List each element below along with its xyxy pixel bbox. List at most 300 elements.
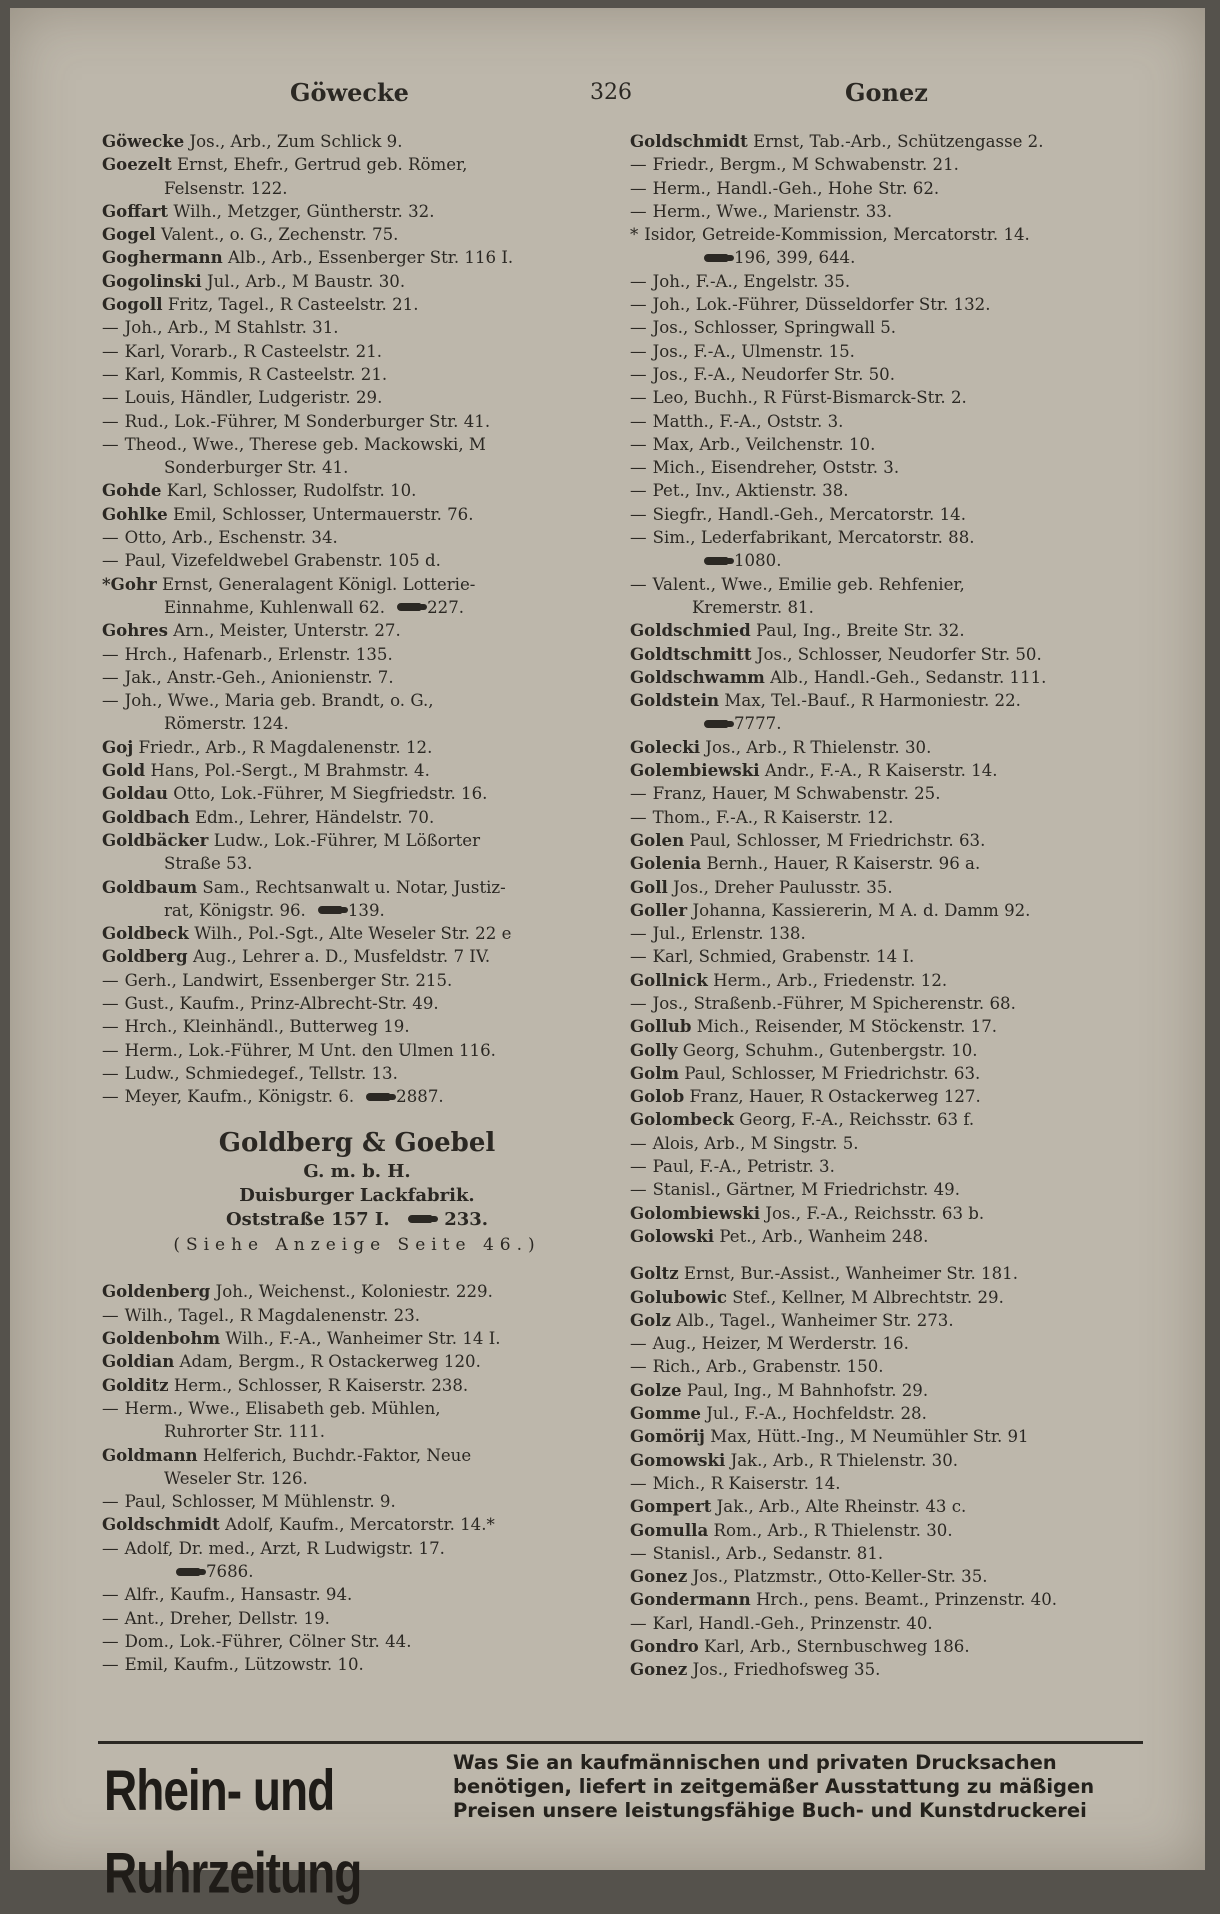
entry-surname: Goldenberg: [102, 1281, 211, 1302]
entry-surname: Golm: [630, 1062, 680, 1083]
entry-repeat-dash: —: [630, 1473, 647, 1493]
directory-entry: [102, 433, 612, 456]
directory-entry: [102, 852, 612, 875]
goldberg-goebel-advert: [102, 1126, 612, 1258]
right-entry-list: [630, 130, 1160, 1682]
entry-surname: Gold: [102, 760, 146, 781]
directory-entry: [630, 1262, 1160, 1285]
directory-entry: [102, 1444, 612, 1467]
banner-divider: [98, 1741, 1143, 1744]
directory-entry: [102, 922, 612, 945]
entry-details: Alois, Arb., M Singstr. 5.: [652, 1133, 859, 1153]
directory-entry: [630, 1635, 1160, 1658]
directory-entry: [102, 782, 612, 805]
entry-details: Helferich, Buchdr.-Faktor, Neue: [202, 1445, 472, 1465]
directory-entry: [630, 945, 1160, 968]
entry-repeat-dash: —: [630, 411, 647, 431]
page-number: 326: [590, 80, 632, 105]
entry-details: Paul, F.-A., Petristr. 3.: [652, 1157, 835, 1177]
directory-entry: [630, 876, 1160, 899]
directory-entry: [102, 945, 612, 968]
entry-details: Franz, Hauer, R Ostackerweg 127.: [689, 1087, 981, 1107]
entry-repeat-dash: —: [102, 1631, 119, 1651]
advert-business: Duisburger Lackfabrik.: [239, 1185, 475, 1207]
entry-details: Friedr., Arb., R Magdalenenstr. 12.: [138, 737, 433, 757]
directory-entry: [102, 1039, 612, 1062]
entry-details: Jos., Arb., R Thielenstr. 30.: [705, 737, 932, 757]
directory-entry: [630, 736, 1160, 759]
header-left-keyword: Göwecke: [290, 78, 409, 107]
entry-repeat-dash: —: [630, 574, 647, 594]
entry-details: Jak., Arb., Alte Rheinstr. 43 c.: [716, 1497, 967, 1517]
entry-details: Arn., Meister, Unterstr. 27.: [173, 621, 401, 641]
directory-entry: [102, 340, 612, 363]
entry-surname: Goldtschmitt: [630, 643, 752, 664]
entry-repeat-dash: —: [102, 993, 119, 1013]
directory-entry: [102, 969, 612, 992]
directory-entry: [102, 1607, 612, 1630]
entry-repeat-dash: —: [630, 1543, 647, 1563]
entry-surname: Goldian: [102, 1351, 175, 1372]
directory-entry: [102, 153, 612, 176]
directory-entry: [102, 1420, 612, 1443]
entry-phone-number: 139.: [347, 900, 385, 920]
entry-repeat-dash: —: [630, 481, 647, 501]
entry-details: Herm., Handl.-Geh., Hohe Str. 62.: [652, 178, 940, 198]
entry-details: Adolf, Kaufm., Mercatorstr. 14.*: [225, 1515, 495, 1535]
entry-details: Hrch., Kleinhändl., Butterweg 19.: [124, 1017, 410, 1037]
entry-surname: Gohde: [102, 480, 162, 501]
telephone-icon: [704, 557, 728, 565]
directory-entry: [630, 1309, 1160, 1332]
entry-continuation: Römerstr. 124.: [164, 714, 289, 734]
entry-surname: Gollnick: [630, 969, 708, 990]
entry-repeat-dash: —: [630, 1133, 647, 1153]
entry-repeat-dash: —: [630, 364, 647, 384]
entry-repeat-dash: —: [630, 528, 647, 548]
entry-surname: Goldmann: [102, 1444, 198, 1465]
entry-continuation: Sonderburger Str. 41.: [164, 458, 349, 478]
directory-entry: [630, 922, 1160, 945]
directory-entry: [630, 1015, 1160, 1038]
entry-repeat-dash: —: [630, 993, 647, 1013]
directory-entry: [630, 1178, 1160, 1201]
directory-entry: [630, 200, 1160, 223]
entry-surname: Goldberg: [102, 946, 188, 967]
directory-entry: [630, 992, 1160, 1015]
entry-repeat-dash: —: [630, 1613, 647, 1633]
entry-repeat-dash: —: [630, 178, 647, 198]
entry-details: Paul, Ing., M Bahnhofstr. 29.: [686, 1380, 929, 1400]
advert-phone: 233.: [444, 1209, 489, 1231]
entry-repeat-dash: —: [630, 924, 647, 944]
entry-repeat-dash: —: [102, 411, 119, 431]
entry-details: Rom., Arb., R Thielenstr. 30.: [713, 1520, 953, 1540]
directory-entry: [630, 153, 1160, 176]
entry-details: Jak., Arb., R Thielenstr. 30.: [730, 1450, 959, 1470]
entry-repeat-dash: —: [630, 1334, 647, 1354]
directory-entry: [102, 549, 612, 572]
entry-details: Dom., Lok.-Führer, Cölner Str. 44.: [124, 1631, 412, 1651]
entry-details: Alfr., Kaufm., Hansastr. 94.: [124, 1585, 353, 1605]
entry-details: Ernst, Tab.-Arb., Schützengasse 2.: [753, 132, 1044, 151]
entry-phone-number: 7686.: [206, 1562, 254, 1582]
entry-repeat-dash: —: [102, 318, 119, 338]
directory-entry: [630, 316, 1160, 339]
entry-repeat-dash: —: [102, 364, 119, 384]
entry-details: Jos., Arb., Zum Schlick 9.: [189, 132, 403, 151]
directory-entry: [102, 759, 612, 782]
entry-phone-number: 1080.: [734, 551, 782, 571]
directory-entry: [102, 596, 612, 619]
entry-details: Wilh., Pol.-Sgt., Alte Weseler Str. 22 e: [194, 924, 512, 944]
directory-entry: [630, 503, 1160, 526]
entry-details: Stanisl., Arb., Sedanstr. 81.: [652, 1543, 884, 1563]
entry-details: Georg, F.-A., Reichsstr. 63 f.: [739, 1110, 975, 1130]
directory-entry: [102, 992, 612, 1015]
directory-entry: [102, 270, 612, 293]
entry-details: Theod., Wwe., Therese geb. Mackowski, M: [124, 434, 486, 454]
entry-details: Alb., Handl.-Geh., Sedanstr. 111.: [770, 667, 1047, 687]
entry-continuation: Ruhrorter Str. 111.: [164, 1422, 326, 1442]
entry-details: Alb., Tagel., Wanheimer Str. 273.: [676, 1310, 954, 1330]
entry-surname: Göwecke: [102, 131, 185, 151]
directory-entry: [630, 712, 1160, 735]
directory-entry: [102, 1467, 612, 1490]
directory-entry: [630, 1425, 1160, 1448]
entry-details: Joh., Lok.-Führer, Düsseldorfer Str. 132.: [652, 295, 991, 315]
directory-entry: [630, 1519, 1160, 1542]
directory-entry: [630, 1588, 1160, 1611]
entry-repeat-dash: —: [630, 434, 647, 454]
advert-title: Goldberg & Goebel: [218, 1128, 496, 1159]
entry-details: Paul, Schlosser, M Mühlenstr. 9.: [124, 1492, 396, 1512]
entry-details: Karl, Vorarb., R Casteelstr. 21.: [124, 341, 383, 361]
directory-entry: [102, 1630, 612, 1653]
entry-repeat-dash: —: [630, 271, 647, 291]
entry-details: Ludw., Schmiedegef., Tellstr. 13.: [124, 1063, 398, 1083]
directory-entry: [630, 1225, 1160, 1248]
entry-details: Joh., Wwe., Maria geb. Brandt, o. G.,: [124, 691, 434, 711]
directory-entry: [630, 1248, 1160, 1262]
directory-entry: [630, 689, 1160, 712]
entry-details: Karl, Kommis, R Casteelstr. 21.: [124, 364, 388, 384]
entry-details: Karl, Handl.-Geh., Prinzenstr. 40.: [652, 1613, 933, 1633]
entry-surname: Goldschmied: [630, 620, 751, 641]
directory-entry: [102, 1304, 612, 1327]
directory-entry: [102, 712, 612, 735]
entry-details: Herm., Schlosser, R Kaiserstr. 238.: [173, 1375, 469, 1395]
entry-surname: Gomme: [630, 1403, 701, 1424]
entry-continuation: Weseler Str. 126.: [164, 1468, 308, 1488]
entry-surname: Golenia: [630, 853, 702, 874]
directory-entry: [630, 1472, 1160, 1495]
entry-surname: Goezelt: [102, 154, 172, 175]
entry-details: Joh., Arb., M Stahlstr. 31.: [124, 318, 339, 338]
entry-details: Karl, Schmied, Grabenstr. 14 I.: [652, 947, 915, 967]
entry-details: Louis, Händler, Ludgeristr. 29.: [124, 388, 383, 408]
page-header: [100, 78, 1140, 118]
directory-entry: [630, 596, 1160, 619]
directory-entry: [630, 1202, 1160, 1225]
entry-surname: *Gohr: [102, 573, 157, 594]
entry-surname: Golditz: [102, 1374, 169, 1395]
advert-address: Oststraße 157 I.: [225, 1209, 390, 1231]
entry-repeat-dash: —: [102, 551, 119, 571]
directory-entry: [102, 223, 612, 246]
directory-entry: [102, 876, 612, 899]
entry-repeat-dash: —: [102, 388, 119, 408]
entry-details: Matth., F.-A., Oststr. 3.: [652, 411, 844, 431]
entry-repeat-dash: —: [630, 947, 647, 967]
directory-entry: [630, 969, 1160, 992]
directory-entry: [630, 1658, 1160, 1681]
entry-details: Paul, Schlosser, M Friedrichstr. 63.: [689, 830, 986, 850]
telephone-icon: [408, 1215, 432, 1223]
entry-surname: Goffart: [102, 200, 169, 221]
entry-repeat-dash: —: [102, 1398, 119, 1418]
entry-surname: Goldbeck: [102, 923, 189, 944]
entry-details: Mich., Reisender, M Stöckenstr. 17.: [696, 1017, 998, 1037]
directory-entry: [630, 899, 1160, 922]
directory-entry: [630, 1286, 1160, 1309]
entry-details: Bernh., Hauer, R Kaiserstr. 96 a.: [706, 854, 981, 874]
entry-details: Ernst, Bur.-Assist., Wanheimer Str. 181.: [683, 1264, 1018, 1284]
directory-entry: [630, 130, 1160, 153]
entry-details: Adam, Bergm., R Ostackerweg 120.: [179, 1352, 481, 1372]
entry-details: Alb., Arb., Essenberger Str. 116 I.: [227, 248, 514, 268]
entry-details: Valent., o. G., Zechenstr. 75.: [160, 225, 399, 245]
entry-surname: Gonez: [630, 1659, 688, 1680]
entry-repeat-dash: —: [102, 341, 119, 361]
directory-entry: [102, 177, 612, 200]
directory-page: [10, 8, 1205, 1905]
directory-entry: [102, 619, 612, 642]
advert-address-line: [102, 1208, 612, 1232]
entry-surname: Golowski: [630, 1225, 715, 1246]
directory-entry: [102, 293, 612, 316]
entry-repeat-dash: —: [102, 1087, 119, 1107]
entry-continuation: Straße 53.: [164, 854, 253, 874]
entry-details: Herm., Wwe., Elisabeth geb. Mühlen,: [124, 1398, 441, 1418]
directory-entry: [630, 1039, 1160, 1062]
header-right-keyword: Gonez: [845, 78, 928, 107]
entry-details: Friedr., Bergm., M Schwabenstr. 21.: [652, 155, 959, 175]
directory-entry: [630, 340, 1160, 363]
directory-entry: [630, 852, 1160, 875]
entry-details: Herm., Wwe., Marienstr. 33.: [652, 201, 893, 221]
entry-repeat-dash: —: [630, 318, 647, 338]
entry-repeat-dash: —: [102, 1305, 119, 1325]
entry-details: Stanisl., Gärtner, M Friedrichstr. 49.: [652, 1180, 960, 1200]
entry-repeat-dash: —: [630, 784, 647, 804]
right-column: [630, 130, 1160, 1682]
directory-entry: [102, 829, 612, 852]
left-entry-list: [102, 130, 612, 1108]
directory-entry: [630, 759, 1160, 782]
entry-surname: Gondro: [630, 1636, 699, 1656]
entry-surname: Goldschmidt: [102, 1514, 220, 1535]
entry-details: Ernst, Generalagent Königl. Lotterie-: [162, 574, 476, 594]
entry-details: Pet., Arb., Wanheim 248.: [719, 1226, 929, 1246]
telephone-icon: [704, 720, 728, 728]
directory-entry: [102, 1537, 612, 1560]
directory-entry: [630, 1355, 1160, 1378]
entry-details: Wilh., Metzger, Güntherstr. 32.: [173, 201, 435, 221]
entry-surname: Gomulla: [630, 1519, 709, 1540]
directory-entry: [630, 456, 1160, 479]
entry-surname: Golob: [630, 1086, 685, 1107]
directory-entry: [630, 526, 1160, 549]
entry-repeat-dash: —: [630, 1180, 647, 1200]
entry-details: Ant., Dreher, Dellstr. 19.: [124, 1608, 330, 1628]
directory-entry: [630, 1108, 1160, 1131]
entry-surname: Golze: [630, 1379, 682, 1400]
entry-details: Aug., Heizer, M Werderstr. 16.: [652, 1334, 909, 1354]
entry-details: Jos., Dreher Paulusstr. 35.: [673, 877, 893, 897]
directory-entry: [630, 410, 1160, 433]
entry-repeat-dash: —: [630, 201, 647, 221]
newspaper-banner-ad: [98, 1741, 1143, 1905]
entry-details: Johanna, Kassiererin, M A. d. Damm 92.: [692, 900, 1031, 920]
entry-details: Emil, Kaufm., Lützowstr. 10.: [124, 1655, 364, 1675]
entry-details: Otto, Lok.-Führer, M Siegfriedstr. 16.: [173, 784, 488, 804]
entry-details: Sam., Rechtsanwalt u. Notar, Justiz-: [202, 877, 506, 897]
entry-phone-number: 227.: [427, 597, 465, 617]
advert-company-form: G. m. b. H.: [303, 1161, 411, 1183]
directory-entry: [630, 573, 1160, 596]
entry-continuation: Einnahme, Kuhlenwall 62.: [164, 597, 386, 617]
entry-details: Herm., Arb., Friedenstr. 12.: [713, 970, 948, 990]
directory-entry: [102, 456, 612, 479]
left-entry-list-2: [102, 1280, 612, 1676]
entry-details: Jos., F.-A., Ulmenstr. 15.: [652, 341, 855, 361]
entry-repeat-dash: —: [630, 1357, 647, 1377]
directory-entry: [630, 1155, 1160, 1178]
directory-entry: [102, 1015, 612, 1038]
entry-repeat-dash: —: [102, 1608, 119, 1628]
entry-details: Max, Tel.-Bauf., R Harmoniestr. 22.: [724, 691, 1021, 711]
directory-entry: [630, 782, 1160, 805]
directory-entry: [102, 386, 612, 409]
entry-details: Jos., Friedhofsweg 35.: [692, 1660, 881, 1680]
directory-entry: [630, 829, 1160, 852]
entry-details: Valent., Wwe., Emilie geb. Rehfenier,: [652, 574, 965, 594]
directory-entry: [102, 1490, 612, 1513]
directory-entry: [630, 1542, 1160, 1565]
directory-entry: [630, 246, 1160, 269]
entry-surname: Golz: [630, 1309, 671, 1330]
entry-surname: Gogel: [102, 224, 156, 245]
telephone-icon: [397, 603, 421, 611]
entry-repeat-dash: —: [102, 1017, 119, 1037]
directory-entry: [102, 410, 612, 433]
entry-details: Rich., Arb., Grabenstr. 150.: [652, 1357, 884, 1377]
entry-repeat-dash: —: [630, 807, 647, 827]
entry-details: Fritz, Tagel., R Casteelstr. 21.: [167, 295, 419, 315]
entry-details: Siegfr., Handl.-Geh., Mercatorstr. 14.: [652, 504, 966, 524]
entry-surname: Goldschmidt: [630, 131, 748, 151]
directory-entry: [630, 177, 1160, 200]
entry-surname: Gohlke: [102, 503, 168, 524]
entry-surname: Gonez: [630, 1566, 688, 1587]
entry-surname: Golombeck: [630, 1109, 734, 1130]
directory-entry: [630, 1565, 1160, 1588]
entry-repeat-dash: —: [102, 434, 119, 454]
banner-line-2: benötigen, liefert in zeitgemäßer Ausstattung zu mäßigen: [453, 1775, 1095, 1798]
entry-repeat-dash: —: [630, 458, 647, 478]
entry-surname: Golly: [630, 1039, 678, 1060]
directory-entry: [102, 200, 612, 223]
entry-details: Hans, Pol.-Sergt., M Brahmstr. 4.: [150, 761, 430, 781]
entry-surname: Goghermann: [102, 247, 223, 268]
entry-repeat-dash: —: [102, 691, 119, 711]
entry-surname: Goll: [630, 876, 668, 897]
entry-surname: Gohres: [102, 620, 168, 641]
directory-entry: [102, 1653, 612, 1676]
entry-repeat-dash: —: [102, 1492, 119, 1512]
entry-surname: Golecki: [630, 736, 701, 757]
entry-details: Jos., Schlosser, Springwall 5.: [652, 318, 897, 338]
directory-entry: [102, 1583, 612, 1606]
entry-details: Adolf, Dr. med., Arzt, R Ludwigstr. 17.: [124, 1538, 445, 1558]
entry-details: Karl, Schlosser, Rudolfstr. 10.: [166, 481, 417, 501]
directory-entry: [102, 1280, 612, 1303]
entry-repeat-dash: —: [630, 295, 647, 315]
directory-entry: [102, 1062, 612, 1085]
entry-details: Gust., Kaufm., Prinz-Albrecht-Str. 49.: [124, 993, 439, 1013]
directory-entry: [102, 1397, 612, 1420]
directory-entry: [102, 526, 612, 549]
directory-entry: [102, 1350, 612, 1373]
entry-details: Gerh., Landwirt, Essenberger Str. 215.: [124, 970, 453, 990]
entry-repeat-dash: —: [102, 644, 119, 664]
entry-surname: Goj: [102, 736, 134, 757]
entry-details: Max, Hütt.-Ing., M Neumühler Str. 91: [710, 1427, 1029, 1447]
entry-details: Paul, Vizefeldwebel Grabenstr. 105 d.: [124, 551, 441, 571]
entry-surname: Goldbach: [102, 806, 190, 827]
entry-details: Hrch., Hafenarb., Erlenstr. 135.: [124, 644, 393, 664]
telephone-icon: [176, 1568, 200, 1576]
entry-details: Franz, Hauer, M Schwabenstr. 25.: [652, 784, 941, 804]
entry-details: Jos., Platzmstr., Otto-Keller-Str. 35.: [692, 1567, 988, 1587]
entry-repeat-dash: —: [102, 528, 119, 548]
banner-line-1: Was Sie an kaufmännischen und privaten Drucksachen: [453, 1751, 1057, 1774]
entry-details: Jak., Anstr.-Geh., Anionienstr. 7.: [124, 667, 394, 687]
entry-details: Wilh., Tagel., R Magdalenenstr. 23.: [124, 1305, 421, 1325]
entry-details: Jos., Straßenb.-Führer, M Spicherenstr. 68.: [652, 993, 1016, 1013]
entry-repeat-dash: —: [630, 1157, 647, 1177]
entry-surname: Goldenbohm: [102, 1328, 221, 1349]
directory-entry: [102, 573, 612, 596]
directory-entry: [102, 479, 612, 502]
entry-details: Sim., Lederfabrikant, Mercatorstr. 88.: [652, 528, 975, 548]
directory-entry: [102, 1560, 612, 1583]
entry-details: Jos., F.-A., Reichsstr. 63 b.: [765, 1203, 985, 1223]
entry-repeat-dash: *: [630, 225, 639, 245]
entry-surname: Gondermann: [630, 1589, 751, 1610]
directory-entry: [630, 806, 1160, 829]
directory-entry: [102, 503, 612, 526]
entry-surname: Golombiewski: [630, 1202, 761, 1223]
directory-entry: [630, 643, 1160, 666]
entry-details: Ludw., Lok.-Führer, M Lößorter: [213, 830, 481, 850]
entry-details: Andr., F.-A., R Kaiserstr. 14.: [764, 761, 998, 781]
entry-surname: Goldstein: [630, 690, 720, 711]
entry-repeat-dash: —: [102, 1538, 119, 1558]
entry-details: Rud., Lok.-Führer, M Sonderburger Str. 41.: [124, 411, 491, 431]
entry-surname: Goldau: [102, 783, 168, 804]
